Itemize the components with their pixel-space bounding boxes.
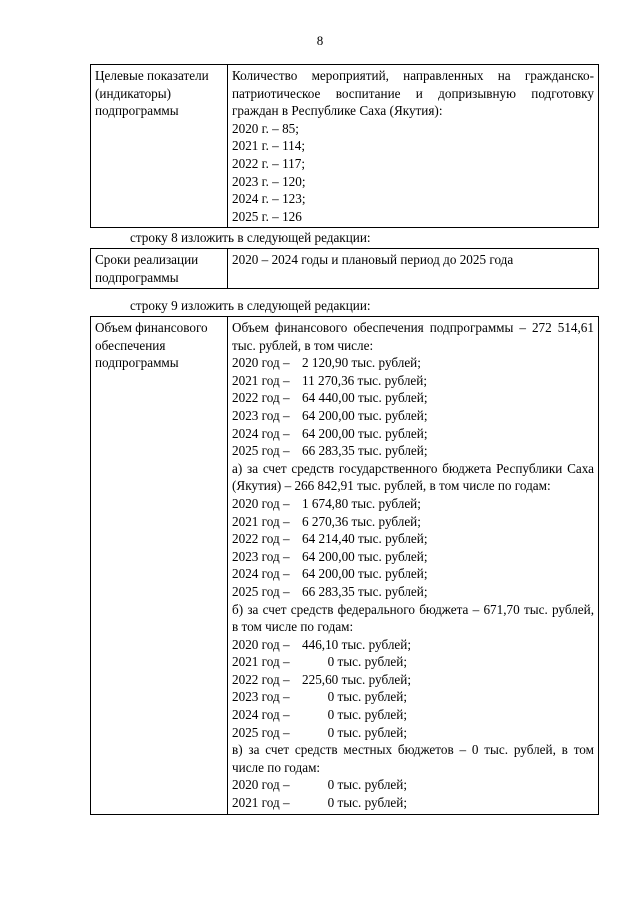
financing-year-row: 2020 год – 2 120,90 тыс. рублей; xyxy=(232,355,421,371)
financing-year-row: 2024 год – 0 тыс. рублей; xyxy=(232,707,407,723)
financing-year-row: 2025 год – 66 283,35 тыс. рублей; xyxy=(232,583,428,599)
financing-year-row: 2023 год – 0 тыс. рублей; xyxy=(232,689,407,705)
implementation-period-table xyxy=(90,248,599,289)
indicator-year-row: 2024 г. – 123; xyxy=(232,191,306,207)
financing-table xyxy=(90,316,599,815)
row-value xyxy=(228,65,599,228)
row-label: Объем финансового обеспечения подпрограммы xyxy=(91,317,228,815)
financing-year-row: 2025 год – 0 тыс. рублей; xyxy=(232,724,407,740)
target-indicators-table xyxy=(90,64,599,228)
indicators-intro: Количество мероприятий, направленных на гражданско-патриотическое воспитание и допризывную подготовку граждан в Республике Саха (Якутия): xyxy=(232,68,594,119)
financing-year-row: 2024 год – 64 200,00 тыс. рублей; xyxy=(232,425,428,441)
page-number: 8 xyxy=(316,33,324,48)
financing-year-row: 2023 год – 64 200,00 тыс. рублей; xyxy=(232,407,428,423)
section-c-heading: в) за счет средств местных бюджетов – 0 тыс. рублей, в том числе по годам: xyxy=(232,742,594,775)
section-a-heading: а) за счет средств государственного бюджета Республики Саха (Якутия) – 266 842,91 тыс. рублей, в том числе по годам: xyxy=(232,460,594,494)
table-row xyxy=(91,317,599,815)
financing-year-row: 2024 год – 64 200,00 тыс. рублей; xyxy=(232,566,428,582)
indicator-year-row: 2020 г. – 85; xyxy=(232,120,299,136)
indicator-year-row: 2021 г. – 114; xyxy=(232,138,306,154)
financing-year-row: 2023 год – 64 200,00 тыс. рублей; xyxy=(232,548,428,564)
financing-year-row: 2020 год – 1 674,80 тыс. рублей; xyxy=(232,495,421,511)
financing-year-row: 2020 год – 446,10 тыс. рублей; xyxy=(232,636,412,652)
financing-year-row: 2022 год – 64 440,00 тыс. рублей; xyxy=(232,390,428,406)
indicator-year-row: 2022 г. – 117; xyxy=(232,155,306,171)
row-label: Целевые показатели (индикаторы) подпрограммы xyxy=(91,65,228,228)
financing-year-row: 2022 год – 225,60 тыс. рублей; xyxy=(232,671,412,687)
indicator-year-row: 2023 г. – 120; xyxy=(232,173,306,189)
financing-year-row: 2021 год – 0 тыс. рублей; xyxy=(232,654,407,670)
financing-year-row: 2025 год – 66 283,35 тыс. рублей; xyxy=(232,443,428,459)
instruction-note: строку 9 изложить в следующей редакции: xyxy=(130,298,371,313)
financing-year-row: 2021 год – 0 тыс. рублей; xyxy=(232,795,407,811)
financing-year-row: 2021 год – 11 270,36 тыс. рублей; xyxy=(232,372,428,388)
table-row xyxy=(91,65,599,228)
table-row xyxy=(91,249,599,289)
financing-year-row: 2022 год – 64 214,40 тыс. рублей; xyxy=(232,531,428,547)
financing-year-row: 2021 год – 6 270,36 тыс. рублей; xyxy=(232,513,421,529)
financing-year-row: 2020 год – 0 тыс. рублей; xyxy=(232,777,407,793)
section-b-heading: б) за счет средств федерального бюджета – 671,70 тыс. рублей, в том числе по годам: xyxy=(232,601,594,635)
indicator-year-row: 2025 г. – 126 xyxy=(232,208,302,224)
row-label: Сроки реализации подпрограммы xyxy=(91,249,228,289)
row-value xyxy=(228,317,599,815)
instruction-note: строку 8 изложить в следующей редакции: xyxy=(130,230,371,245)
row-value: 2020 – 2024 годы и плановый период до 2025 года xyxy=(228,249,599,289)
financing-intro: Объем финансового обеспечения подпрограммы – 272 514,61 тыс. рублей, в том числе: xyxy=(232,320,594,353)
